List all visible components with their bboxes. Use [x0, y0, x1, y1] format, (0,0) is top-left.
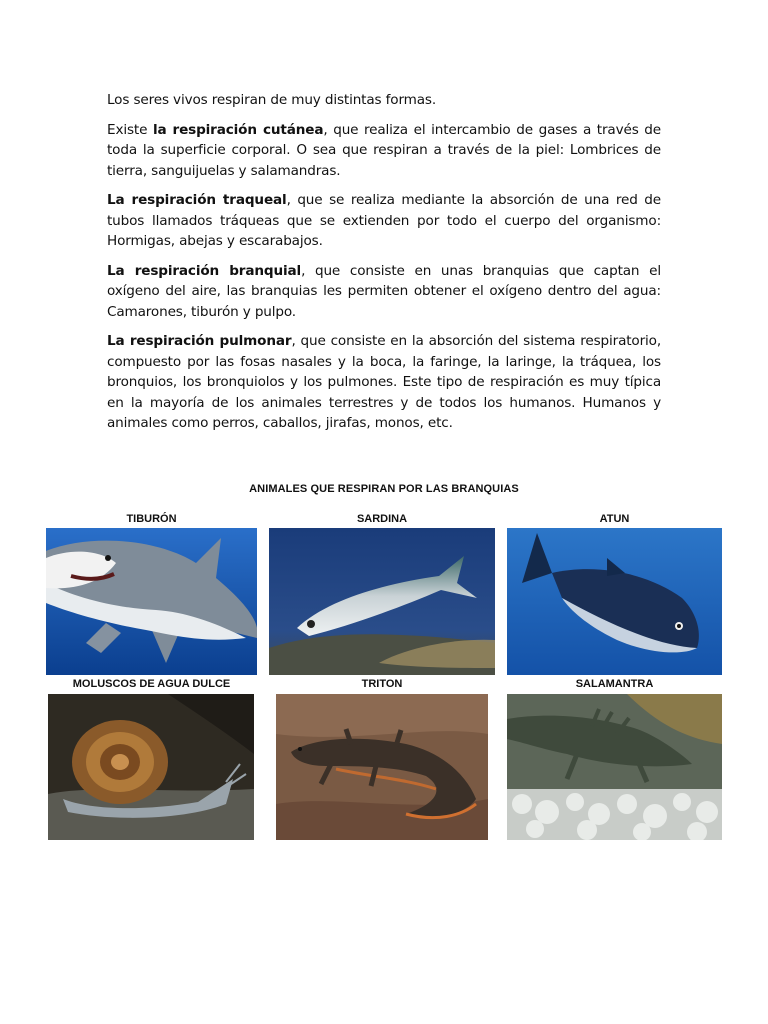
caption-atun: ATUN: [599, 513, 630, 525]
tracheal-paragraph: La respiración traqueal, que se realiza mediante la absorción de una red de tubos llamados tráqueas que se extienden por todo el cuerpo del organismo: Hormigas, abejas y escarabajos.: [107, 192, 661, 249]
caption-sardina: SARDINA: [356, 513, 408, 525]
snail-photo: [48, 694, 254, 840]
sardine-photo: [269, 528, 495, 675]
tracheal-term: La respiración traqueal: [107, 192, 287, 208]
pulmonary-paragraph: La respiración pulmonar, que consiste en la absorción del sistema respiratorio, compuesto por las fosas nasales y la boca, la faringe, la laringe, la tráquea, los bronquios, los bronquiolos y los pulmones. Este tipo de respiración es muy típica en la mayoría de los animales terrestres y de todos los humanos. Humanos y animales como perros, caballos, jirafas, monos, etc.: [107, 333, 661, 431]
caption-triton: TRITON: [361, 678, 403, 690]
cutaneous-term: la respiración cutánea: [152, 121, 324, 138]
branchial-term: La respiración branquial: [107, 262, 302, 279]
caption-tiburon: TIBURÓN: [126, 513, 177, 525]
gallery-title: ANIMALES QUE RESPIRAN POR LAS BRANQUIAS: [249, 483, 519, 495]
caption-salamantra: SALAMANTRA: [575, 678, 654, 690]
branchial-paragraph: La respiración branquial, que consiste en unas branquias que captan el oxígeno del aire, las branquias les permiten obtener el oxígeno dentro del agua: Camarones, tiburón y pulpo.: [107, 262, 661, 320]
caption-moluscos: MOLUSCOS DE AGUA DULCE: [72, 678, 231, 690]
intro-paragraph: Los seres vivos respiran de muy distintas formas.: [107, 92, 437, 108]
body-text: [107, 90, 661, 443]
axolotl-photo: [507, 694, 722, 840]
shark-photo: [46, 528, 257, 675]
tuna-photo: [507, 528, 722, 675]
pulmonary-term: La respiración pulmonar: [107, 333, 292, 349]
cutaneous-paragraph: Existe la respiración cutánea, que realiza el intercambio de gases a través de toda la superficie corporal. O sea que respiran a través de la piel: Lombrices de tierra, sanguijuelas y salamandras.: [107, 121, 661, 179]
newt-photo: [276, 694, 488, 840]
